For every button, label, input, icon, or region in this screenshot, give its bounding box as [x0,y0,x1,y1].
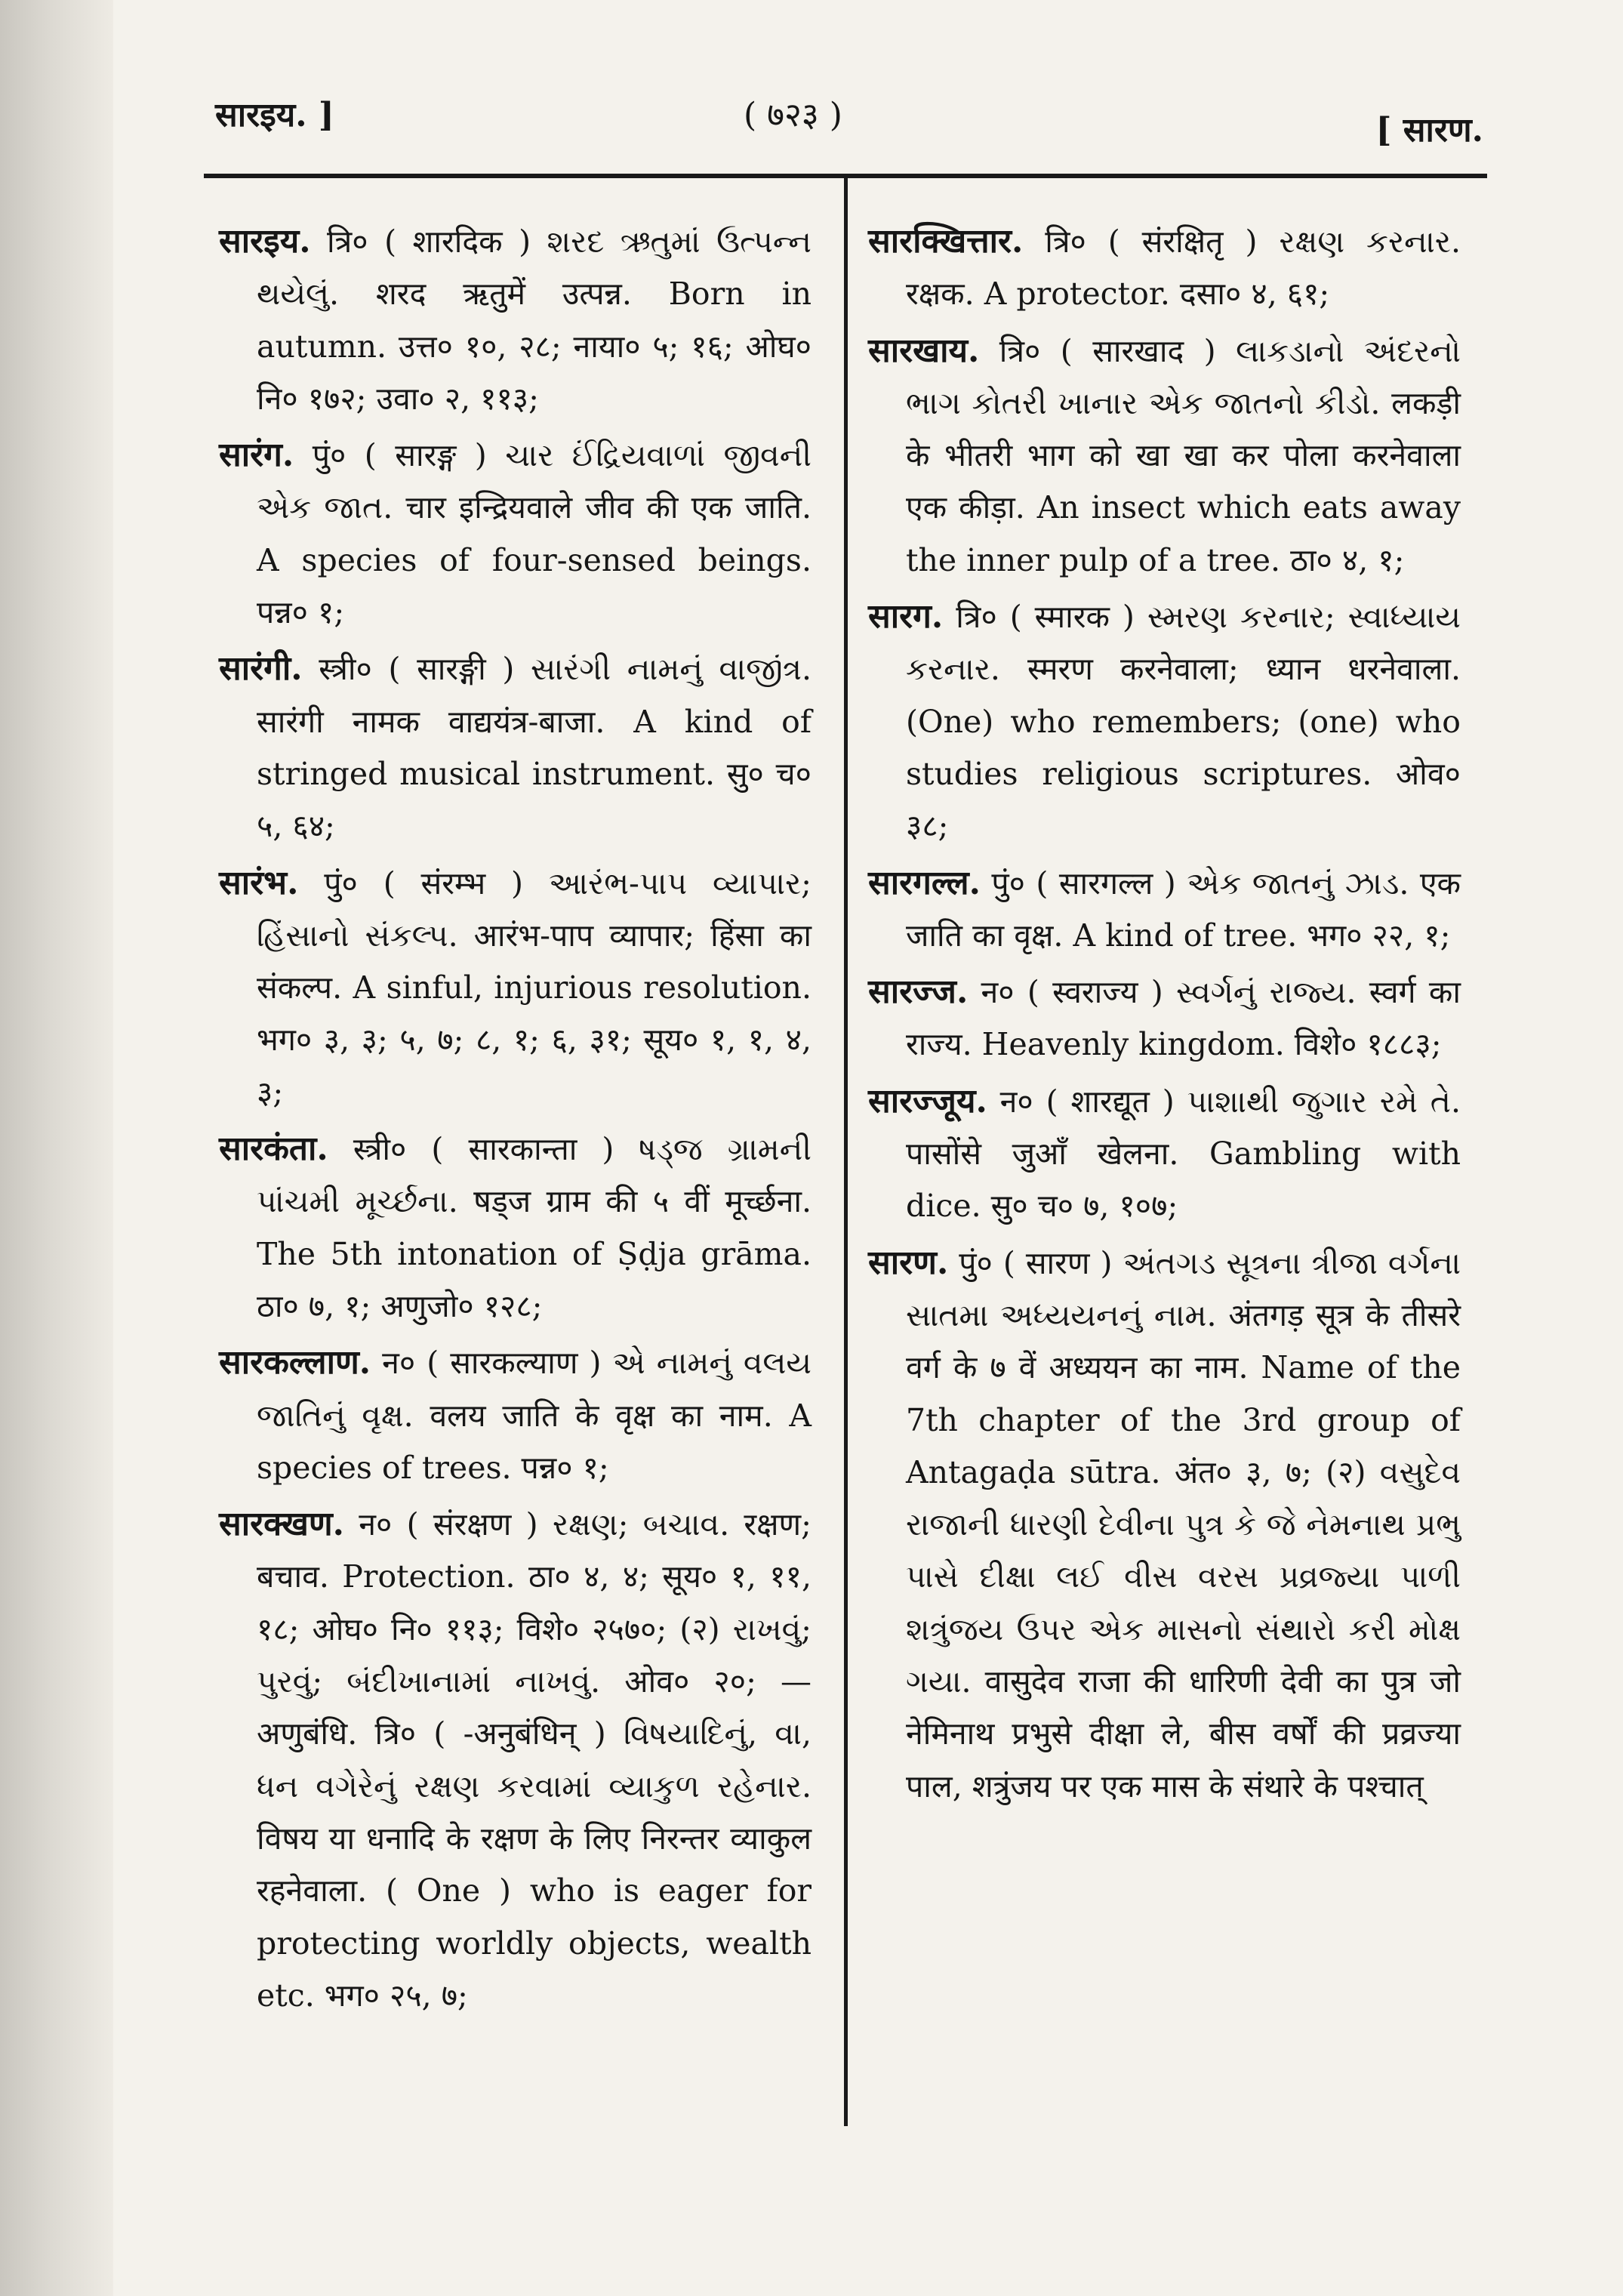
dictionary-entry [215,857,812,1119]
entry-body: स्त्री० ( सारङ्गी ) સારંગી નામનું વાજીંત્ર. सारंगी नामक वाद्ययंत्र-बाजा. A kind of stringed musical instrument. सु० च० ५, ६४; [257,651,812,845]
entry-body: न० ( सारकल्याण ) એ નામનું વલય જાતિનું વૃક્ષ. वलय जाति के वृक्ष का नाम. A species of trees. पन्न० १; [257,1345,812,1486]
entry-headword: सारंभ. [219,863,299,902]
entry-headword: सारंगी. [219,649,303,689]
dictionary-entry [864,215,1461,321]
entry-body: पुं० ( सारण ) અંતગડ સૂત્રના ત્રીજા વર્ગના સાતમા અધ્યયનનું નામ. अंतगड़ सूत्र के तीसरे वर्ग के ७ वें अध्ययन का नाम. Name of the 7th chapter of the 3rd group of Antagaḍa sūtra. अंत० ३, ७; (२) વસુદેવ રાજાની ધારણી દેવીના પુત્ર કે જે નેમનાથ પ્રભુ પાસે દીક્ષા લઈ વીસ વરસ પ્રવ્રજ્યા પાળી શત્રુંજય ઉપર એક માસનો સંથારો કરી મોક્ષ ગયા. वासुदेव राजा की धारिणी देवी का पुत्र जो नेमिनाथ प्रभुसे दीक्षा ले, बीस वर्षों की प्रव्रज्या पाल, शत्रुंजय पर एक मास के संथारे के पश्चात् [906,1244,1461,1804]
entry-headword: सारगल्ल. [868,863,981,902]
entry-body: त्रि० ( संरक्षितृ ) રક્ષણ કરનાર. रक्षक. A protector. दसा० ४, ६१; [906,223,1461,313]
dictionary-entry [215,215,812,425]
entry-headword: सारकंता. [219,1130,328,1169]
header-right-guide-word: [ सारण. [1375,111,1483,149]
entry-body: त्रि० ( सारखाद ) લાકડાનો અંદરનો ભાગ કોતરી ખાનાર એક જાતનો કીડો. लकड़ी के भीतरी भाग को खा खा कर पोला करनेवाला एक कीड़ा. An insect which eats away the inner pulp of a tree. ठा० ४, १; [906,332,1461,578]
page-number: ( ७२३ ) [744,96,842,134]
entry-headword: सारकल्लाण. [219,1343,371,1382]
entry-body: त्रि० ( शारदिक ) શરદ ઋતુમાં ઉત્પન્ન થયેલું. शरद ऋतुमें उत्पन्न. Born in autumn. उत्त० १०, २८; नाया० ५; १६; ओघ० नि० १७२; उवा० २, ११३; [257,223,812,417]
entry-body: न० ( स्वराज्य ) સ્વર્ગનું રાજ્ય. स्वर्ग का राज्य. Heavenly kingdom. विशे० १८८३; [906,974,1461,1063]
right-column [864,215,1461,1817]
left-column [215,215,812,2026]
entry-body: स्त्री० ( सारकान्ता ) ષડ્જ ગ્રામની પાંચમી મૂર્ચ્છના. षड्ज ग्राम की ५ वीं मूर्च्छना. The 5th intonation of Ṣḍja grāma. ठा० ७, १; अणुजो० १२८; [257,1131,812,1324]
entry-headword: सारक्खण. [219,1505,344,1544]
entry-headword: सारण. [868,1243,949,1282]
entry-headword: सारज्ज. [868,972,969,1012]
entry-body: पुं० ( सारङ्ग ) ચાર ઈંદ્રિયવાળાં જીવની એક જાત. चार इन्द्रियवाले जीव की एक जाति. A species of four-sensed beings. पन्न० १; [257,437,812,631]
dictionary-entry [215,1123,812,1333]
entry-body: पुं० ( सारगल्ल ) એક જાતનું ઝાડ. एक जाति का वृक्ष. A kind of tree. भग० २२, १; [906,864,1461,954]
entry-body: न० ( संरक्षण ) રક્ષણ; બચાવ. रक्षण; बचाव. Protection. ठा० ४, ४; सूय० १, ११, १८; ओघ० नि० ११३; विशे० २५७०; (२) રાખવું; પુરવું; બંદીખાનામાં નાખવું. ओव० २०; —अणुबंधि. त्रि० ( -अनुबंधिन् ) વિષયાદિનું, વા, ધન વગેરેનું રક્ષણ કરવામાં વ્યાકુળ રહેનાર. विषय या धनादि के रक्षण के लिए निरन्तर व्याकुल रहनेवाला. ( One ) who is eager for protecting worldly objects, wealth etc. भग० २५, ७; [257,1506,812,2014]
entry-body: न० ( शारद्यूत ) પાશાથી જુગાર રમે તે. पासोंसे जुआँ खेलना. Gambling with dice. सु० च० ७, १०७; [906,1083,1461,1225]
dictionary-entry [215,429,812,639]
entry-headword: सारखाय. [868,331,980,370]
dictionary-entry [864,325,1461,587]
dictionary-entry [864,857,1461,963]
dictionary-entry [864,590,1461,852]
entry-headword: सारक्खित्तार. [868,222,1024,260]
dictionary-entry [864,1237,1461,1813]
entry-headword: सारंग. [219,436,294,475]
dictionary-entry [864,1075,1461,1233]
header-left-guide-word: सारइय. ] [215,96,334,134]
column-divider [844,178,848,2126]
binding-gutter [0,0,113,2296]
entry-headword: सारइय. [219,222,311,260]
entry-body: त्रि० ( स्मारक ) સ્મરણ કરનાર; સ્વાધ્યાય કરનાર. स्मरण करनेवाला; ध्यान धरनेवाला. (One) who remembers; (one) who studies religious scriptures. ओव० ३८; [906,599,1461,845]
dictionary-entry [215,1498,812,2022]
entry-headword: सारग. [868,597,944,636]
page-header [215,83,1483,151]
entry-headword: सारज्जूय. [868,1081,987,1120]
dictionary-entry [864,966,1461,1071]
dictionary-entry [215,643,812,852]
dictionary-entry [215,1336,812,1494]
entry-body: पुं० ( संरम्भ ) આરંભ-પાપ વ્યાપાર; હિંસાનો સંકલ્પ. आरंभ-पाप व्यापार; हिंसा का संकल्प. A sinful, injurious resolution. भग० ३, ३; ५, ७; ८, १; ६, ३१; सूय० १, १, ४, ३; [257,864,812,1111]
